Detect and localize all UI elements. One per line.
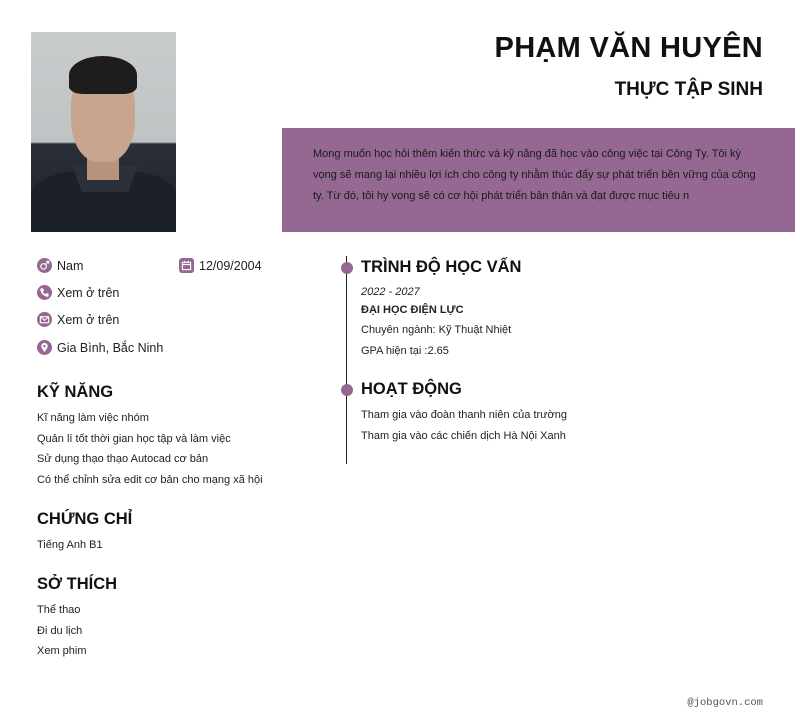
- profile-photo: [31, 32, 176, 232]
- hobbies-heading: SỞ THÍCH: [37, 575, 118, 593]
- education-major: Chuyên ngành: Kỹ Thuật Nhiệt: [361, 324, 512, 336]
- candidate-name: PHẠM VĂN HUYÊN: [494, 32, 763, 64]
- job-title: THỰC TẬP SINH: [614, 79, 763, 100]
- location-icon: [37, 340, 52, 355]
- dob-value: 12/09/2004: [199, 258, 262, 273]
- activity-item: Tham gia vào các chiến dịch Hà Nội Xanh: [361, 430, 566, 442]
- objective-text: Mong muốn học hỏi thêm kiến thức và kỹ năng đã học vào công việc tại Công Ty. Tôi kỳ vọng sẽ mang lại nhiều lợi ích cho công ty nhằm thúc đẩy sự phát triển bền vững của công ty. Từ đó, tôi hy vọng sẽ có cơ hội phát triển bản thân và đạt được mục tiêu n: [313, 148, 756, 202]
- gender-value: Nam: [57, 258, 84, 273]
- contact-email: [37, 312, 119, 327]
- activities-heading: HOẠT ĐỘNG: [361, 380, 462, 398]
- phone-icon: [37, 285, 52, 300]
- education-school: ĐẠI HỌC ĐIỆN LỰC: [361, 304, 464, 316]
- timeline-line: [346, 256, 347, 464]
- certificate-item: Tiếng Anh B1: [37, 539, 103, 551]
- phone-value: Xem ở trên: [57, 285, 120, 300]
- timeline-dot: [341, 262, 353, 274]
- address-value: Gia Bình, Bắc Ninh: [57, 340, 164, 355]
- hobby-item: Thể thao: [37, 604, 81, 616]
- career-objective: [282, 128, 795, 232]
- timeline-dot: [341, 384, 353, 396]
- gender-icon: [37, 258, 52, 273]
- skill-item: Có thể chỉnh sửa edit cơ bản cho mạng xã hội: [37, 474, 263, 486]
- email-value: Xem ở trên: [57, 312, 120, 327]
- skill-item: Sử dụng thạo thạo Autocad cơ bản: [37, 453, 209, 465]
- email-icon: [37, 312, 52, 327]
- watermark: @jobgovn.com: [687, 697, 763, 709]
- contact-gender: [37, 258, 83, 273]
- contact-address: [37, 340, 163, 355]
- skills-heading: KỸ NĂNG: [37, 383, 114, 401]
- contact-phone: [37, 285, 119, 300]
- calendar-icon: [179, 258, 194, 273]
- skill-item: Kĩ năng làm việc nhóm: [37, 412, 149, 424]
- certificates-heading: CHỨNG CHỈ: [37, 510, 133, 528]
- education-heading: TRÌNH ĐỘ HỌC VẤN: [361, 258, 522, 276]
- activity-item: Tham gia vào đoàn thanh niên của trường: [361, 409, 567, 421]
- contact-dob: [179, 258, 262, 273]
- skill-item: Quản lí tốt thời gian học tập và làm việc: [37, 433, 231, 445]
- education-period: 2022 - 2027: [361, 286, 420, 298]
- hobby-item: Xem phim: [37, 645, 87, 657]
- hobby-item: Đi du lịch: [37, 625, 83, 637]
- education-gpa: GPA hiện tại :2.65: [361, 345, 449, 357]
